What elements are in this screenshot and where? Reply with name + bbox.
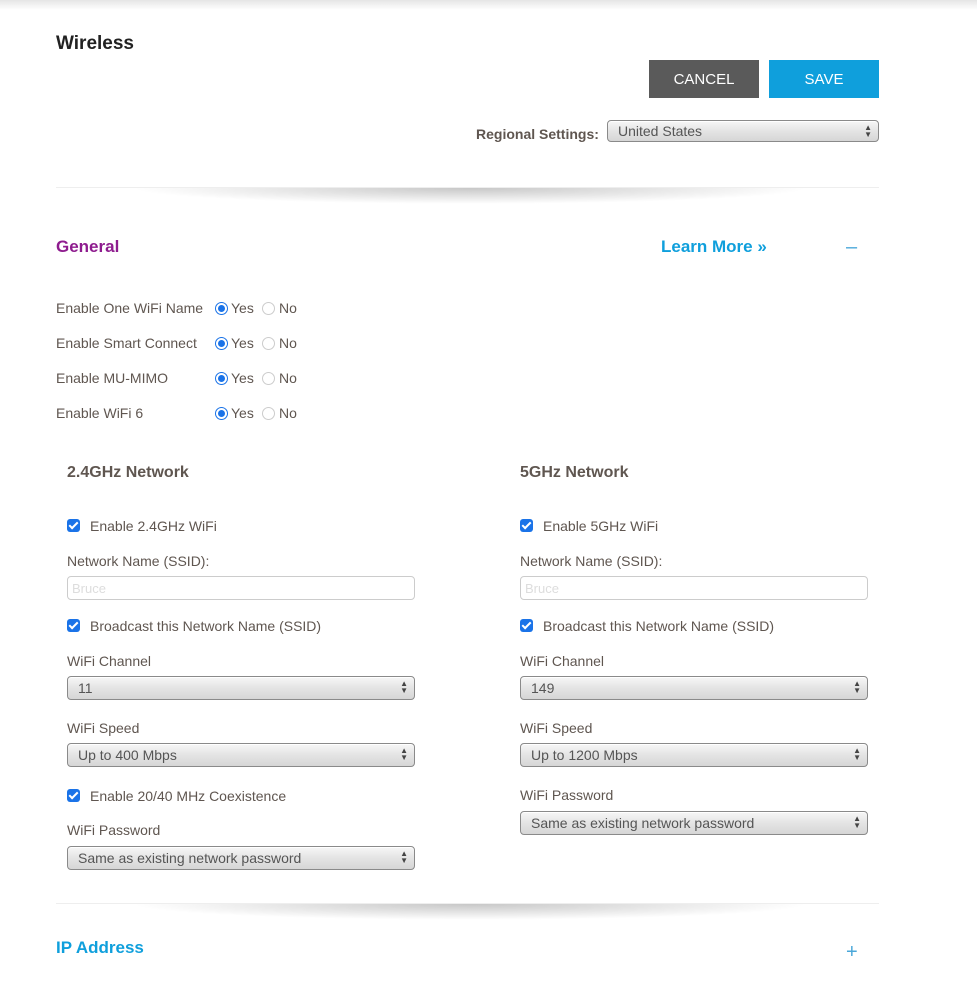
net5-channel-value: 149 (531, 680, 555, 696)
net24-enable-label: Enable 2.4GHz WiFi (90, 518, 217, 534)
radio-no-label: No (279, 405, 297, 421)
updown-arrows-icon: ▲ ▼ (853, 814, 861, 830)
radio-yes-label: Yes (231, 300, 254, 316)
net5-ssid-input[interactable] (520, 576, 868, 600)
radio-no[interactable] (262, 337, 275, 350)
updown-arrows-icon: ▲ ▼ (853, 746, 861, 762)
net24-ssid-label: Network Name (SSID): (67, 553, 210, 569)
updown-arrows-icon: ▲ ▼ (864, 123, 872, 139)
radio-yes[interactable] (215, 302, 228, 315)
updown-arrows-icon: ▲ ▼ (400, 679, 408, 695)
net5-channel-label: WiFi Channel (520, 653, 605, 669)
check-icon[interactable] (67, 519, 80, 532)
net5-password-label: WiFi Password (520, 787, 614, 803)
net24-coexistence-label: Enable 20/40 MHz Coexistence (90, 788, 287, 804)
net24-ssid-input[interactable] (67, 576, 415, 600)
radio-no[interactable] (262, 372, 275, 385)
check-icon[interactable] (520, 619, 533, 632)
net24-password-label: WiFi Password (67, 822, 161, 838)
radio-no[interactable] (262, 302, 275, 315)
net24-password-value: Same as existing network password (78, 850, 302, 866)
net24-channel-value: 11 (78, 680, 93, 696)
radio-no-label: No (279, 300, 297, 316)
check-icon[interactable] (67, 619, 80, 632)
net5-speed-label: WiFi Speed (520, 720, 593, 736)
save-button[interactable]: SAVE (769, 60, 879, 98)
net5-password-select[interactable] (520, 811, 868, 835)
net24-speed-label: WiFi Speed (67, 720, 140, 736)
net24-broadcast-label: Broadcast this Network Name (SSID) (90, 618, 322, 634)
option-label: Enable Smart Connect (56, 335, 197, 351)
net5-speed-value: Up to 1200 Mbps (531, 747, 638, 763)
learn-more-link[interactable]: Learn More » (661, 237, 767, 256)
updown-arrows-icon: ▲ ▼ (400, 746, 408, 762)
updown-arrows-icon: ▲ ▼ (853, 679, 861, 695)
radio-yes[interactable] (215, 407, 228, 420)
net24-password-select[interactable] (67, 846, 415, 870)
regional-settings-value: United States (618, 123, 703, 139)
radio-yes-label: Yes (231, 370, 254, 386)
radio-yes[interactable] (215, 337, 228, 350)
minus-icon[interactable]: – (846, 236, 858, 258)
option-label: Enable WiFi 6 (56, 405, 144, 421)
net5-broadcast-label: Broadcast this Network Name (SSID) (543, 618, 775, 634)
radio-no[interactable] (262, 407, 275, 420)
net24-channel-select[interactable] (67, 676, 415, 700)
option-label: Enable One WiFi Name (56, 300, 204, 316)
net5-title: 5GHz Network (520, 464, 629, 481)
net24-channel-label: WiFi Channel (67, 653, 152, 669)
radio-no-label: No (279, 335, 297, 351)
divider-shadow (130, 904, 810, 920)
net5-channel-select[interactable] (520, 676, 868, 700)
top-shadow (0, 0, 977, 10)
check-icon[interactable] (67, 789, 80, 802)
radio-no-label: No (279, 370, 297, 386)
radio-yes-label: Yes (231, 405, 254, 421)
option-label: Enable MU-MIMO (56, 370, 169, 386)
updown-arrows-icon: ▲ ▼ (400, 849, 408, 865)
check-icon[interactable] (520, 519, 533, 532)
plus-icon[interactable]: + (846, 941, 858, 963)
cancel-button[interactable]: CANCEL (649, 60, 759, 98)
net5-speed-select[interactable] (520, 743, 868, 767)
net5-password-value: Same as existing network password (531, 815, 755, 831)
general-section-title: General (56, 237, 120, 256)
divider-shadow (130, 188, 810, 204)
net24-title: 2.4GHz Network (67, 464, 189, 481)
net5-enable-label: Enable 5GHz WiFi (543, 518, 659, 534)
regional-settings-select[interactable] (607, 120, 879, 142)
net24-speed-value: Up to 400 Mbps (78, 747, 177, 763)
net5-ssid-label: Network Name (SSID): (520, 553, 663, 569)
net24-speed-select[interactable] (67, 743, 415, 767)
regional-settings-label: Regional Settings: (476, 126, 599, 142)
radio-yes-label: Yes (231, 335, 254, 351)
page-title: Wireless (56, 33, 134, 54)
ip-address-section-title[interactable]: IP Address (56, 938, 144, 957)
radio-yes[interactable] (215, 372, 228, 385)
